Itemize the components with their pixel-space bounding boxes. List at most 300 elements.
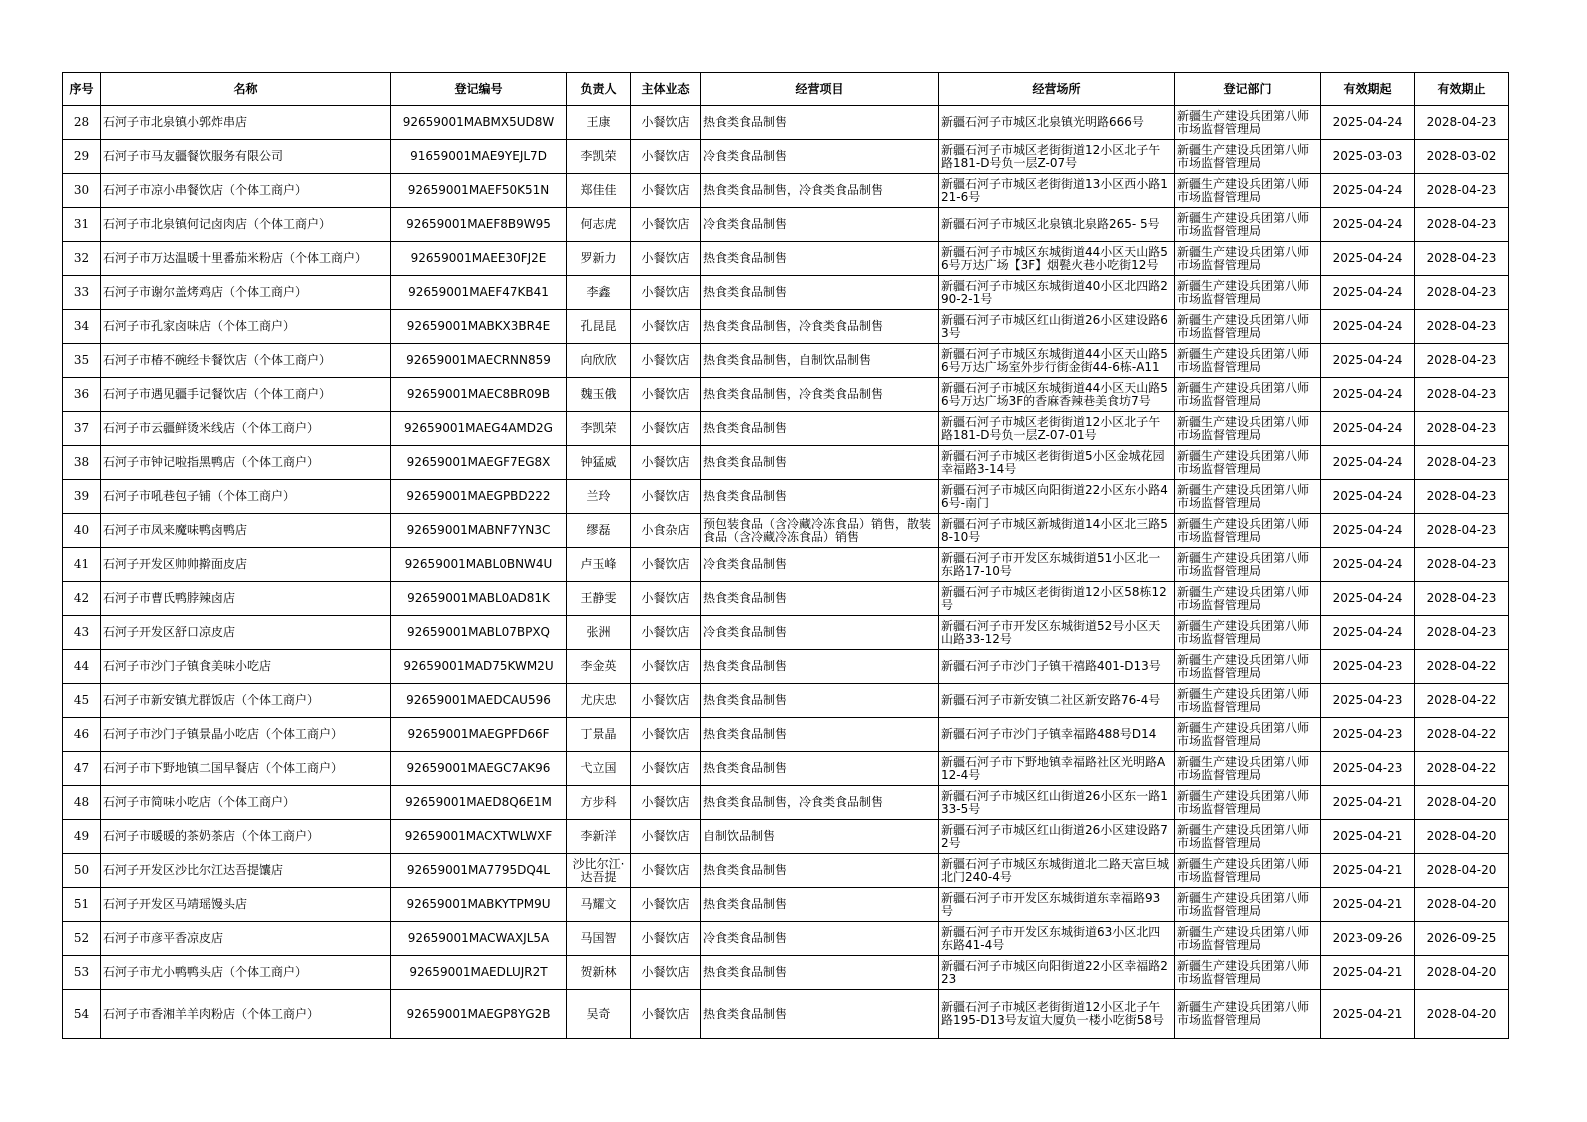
cell-type: 小餐饮店 bbox=[631, 922, 701, 956]
cell-type: 小餐饮店 bbox=[631, 820, 701, 854]
cell-name: 石河子市沙门子镇景晶小吃店（个体工商户） bbox=[101, 718, 391, 752]
cell-end: 2028-04-23 bbox=[1415, 616, 1509, 650]
cell-code: 92659001MABL0AD81K bbox=[391, 582, 567, 616]
table-row bbox=[63, 140, 1509, 174]
cell-seq: 30 bbox=[63, 174, 101, 208]
cell-type: 小餐饮店 bbox=[631, 310, 701, 344]
cell-name: 石河子市尤小鸭鸭头店（个体工商户） bbox=[101, 956, 391, 990]
cell-end: 2028-04-23 bbox=[1415, 208, 1509, 242]
table-row bbox=[63, 208, 1509, 242]
cell-end: 2028-04-23 bbox=[1415, 548, 1509, 582]
cell-start: 2025-04-23 bbox=[1321, 752, 1415, 786]
cell-person: 何志虎 bbox=[567, 208, 631, 242]
cell-name: 石河子开发区马靖瑶馒头店 bbox=[101, 888, 391, 922]
cell-place: 新疆石河子市城区向阳街道22小区幸福路223 bbox=[939, 956, 1175, 990]
cell-code: 92659001MABMX5UD8W bbox=[391, 106, 567, 140]
cell-end: 2028-04-23 bbox=[1415, 378, 1509, 412]
table-row bbox=[63, 718, 1509, 752]
cell-end: 2028-04-23 bbox=[1415, 310, 1509, 344]
cell-code: 92659001MABNF7YN3C bbox=[391, 514, 567, 548]
header-seq: 序号 bbox=[63, 73, 101, 106]
cell-start: 2025-04-24 bbox=[1321, 174, 1415, 208]
cell-code: 92659001MAEDLUJR2T bbox=[391, 956, 567, 990]
cell-item: 冷食类食品制售 bbox=[701, 616, 939, 650]
cell-code: 92659001MAEF8B9W95 bbox=[391, 208, 567, 242]
cell-start: 2025-04-21 bbox=[1321, 786, 1415, 820]
cell-item: 冷食类食品制售 bbox=[701, 140, 939, 174]
table-row bbox=[63, 990, 1509, 1039]
cell-place: 新疆石河子市城区老街街道12小区58栋12号 bbox=[939, 582, 1175, 616]
cell-name: 石河子市吼巷包子铺（个体工商户） bbox=[101, 480, 391, 514]
cell-dept: 新疆生产建设兵团第八师市场监督管理局 bbox=[1175, 786, 1321, 820]
cell-item: 热食类食品制售 bbox=[701, 718, 939, 752]
cell-type: 小餐饮店 bbox=[631, 344, 701, 378]
cell-start: 2025-04-24 bbox=[1321, 208, 1415, 242]
table-row bbox=[63, 412, 1509, 446]
cell-item: 冷食类食品制售 bbox=[701, 922, 939, 956]
cell-type: 小餐饮店 bbox=[631, 854, 701, 888]
cell-person: 王静雯 bbox=[567, 582, 631, 616]
cell-person: 弋立国 bbox=[567, 752, 631, 786]
cell-end: 2028-03-02 bbox=[1415, 140, 1509, 174]
cell-person: 方步科 bbox=[567, 786, 631, 820]
cell-end: 2028-04-23 bbox=[1415, 106, 1509, 140]
cell-person: 卢玉峰 bbox=[567, 548, 631, 582]
cell-item: 热食类食品制售 bbox=[701, 446, 939, 480]
cell-start: 2025-04-21 bbox=[1321, 820, 1415, 854]
header-row bbox=[63, 73, 1509, 106]
cell-dept: 新疆生产建设兵团第八师市场监督管理局 bbox=[1175, 922, 1321, 956]
cell-end: 2028-04-20 bbox=[1415, 854, 1509, 888]
cell-person: 李凯荣 bbox=[567, 412, 631, 446]
cell-type: 小餐饮店 bbox=[631, 752, 701, 786]
cell-dept: 新疆生产建设兵团第八师市场监督管理局 bbox=[1175, 378, 1321, 412]
cell-type: 小餐饮店 bbox=[631, 480, 701, 514]
cell-seq: 46 bbox=[63, 718, 101, 752]
cell-type: 小餐饮店 bbox=[631, 548, 701, 582]
cell-person: 钟猛威 bbox=[567, 446, 631, 480]
cell-code: 92659001MABKX3BR4E bbox=[391, 310, 567, 344]
cell-name: 石河子市彦平香凉皮店 bbox=[101, 922, 391, 956]
cell-type: 小餐饮店 bbox=[631, 378, 701, 412]
cell-place: 新疆石河子市沙门子镇干禧路401-D13号 bbox=[939, 650, 1175, 684]
cell-person: 罗新力 bbox=[567, 242, 631, 276]
cell-person: 魏玉俄 bbox=[567, 378, 631, 412]
header-person: 负责人 bbox=[567, 73, 631, 106]
cell-name: 石河子开发区舒口凉皮店 bbox=[101, 616, 391, 650]
cell-code: 92659001MAED8Q6E1M bbox=[391, 786, 567, 820]
cell-place: 新疆石河子市城区东城街道北二路天富巨城北门240-4号 bbox=[939, 854, 1175, 888]
cell-seq: 49 bbox=[63, 820, 101, 854]
cell-seq: 51 bbox=[63, 888, 101, 922]
cell-place: 新疆石河子市城区北泉镇光明路666号 bbox=[939, 106, 1175, 140]
cell-type: 小食杂店 bbox=[631, 514, 701, 548]
cell-person: 李凯荣 bbox=[567, 140, 631, 174]
cell-item: 热食类食品制售 bbox=[701, 684, 939, 718]
cell-name: 石河子市马友疆餐饮服务有限公司 bbox=[101, 140, 391, 174]
cell-end: 2028-04-23 bbox=[1415, 514, 1509, 548]
cell-dept: 新疆生产建设兵团第八师市场监督管理局 bbox=[1175, 174, 1321, 208]
cell-place: 新疆石河子市城区东城街道44小区天山路56号万达广场3F的香麻香辣巷美食坊7号 bbox=[939, 378, 1175, 412]
cell-start: 2025-04-24 bbox=[1321, 616, 1415, 650]
cell-dept: 新疆生产建设兵团第八师市场监督管理局 bbox=[1175, 140, 1321, 174]
cell-seq: 28 bbox=[63, 106, 101, 140]
cell-seq: 53 bbox=[63, 956, 101, 990]
cell-seq: 36 bbox=[63, 378, 101, 412]
cell-item: 热食类食品制售 bbox=[701, 854, 939, 888]
cell-start: 2025-04-23 bbox=[1321, 718, 1415, 752]
cell-start: 2025-04-24 bbox=[1321, 310, 1415, 344]
cell-dept: 新疆生产建设兵团第八师市场监督管理局 bbox=[1175, 684, 1321, 718]
header-place: 经营场所 bbox=[939, 73, 1175, 106]
cell-place: 新疆石河子市城区红山街道26小区建设路63号 bbox=[939, 310, 1175, 344]
cell-person: 马耀文 bbox=[567, 888, 631, 922]
cell-name: 石河子市暖暖的茶奶茶店（个体工商户） bbox=[101, 820, 391, 854]
cell-end: 2028-04-20 bbox=[1415, 786, 1509, 820]
cell-dept: 新疆生产建设兵团第八师市场监督管理局 bbox=[1175, 582, 1321, 616]
cell-end: 2028-04-23 bbox=[1415, 174, 1509, 208]
cell-place: 新疆石河子市城区东城街道44小区天山路56号万达广场【3F】烟甏火巷小吃街12号 bbox=[939, 242, 1175, 276]
cell-name: 石河子市凤来魔味鸭卤鸭店 bbox=[101, 514, 391, 548]
cell-dept: 新疆生产建设兵团第八师市场监督管理局 bbox=[1175, 480, 1321, 514]
cell-type: 小餐饮店 bbox=[631, 106, 701, 140]
cell-type: 小餐饮店 bbox=[631, 174, 701, 208]
cell-name: 石河子开发区帅帅擀面皮店 bbox=[101, 548, 391, 582]
registration-table bbox=[62, 72, 1509, 1039]
cell-start: 2025-03-03 bbox=[1321, 140, 1415, 174]
cell-dept: 新疆生产建设兵团第八师市场监督管理局 bbox=[1175, 888, 1321, 922]
cell-end: 2028-04-22 bbox=[1415, 718, 1509, 752]
cell-dept: 新疆生产建设兵团第八师市场监督管理局 bbox=[1175, 514, 1321, 548]
cell-start: 2025-04-24 bbox=[1321, 344, 1415, 378]
cell-end: 2028-04-20 bbox=[1415, 820, 1509, 854]
cell-person: 丁景晶 bbox=[567, 718, 631, 752]
cell-person: 吴奇 bbox=[567, 990, 631, 1039]
cell-seq: 34 bbox=[63, 310, 101, 344]
cell-person: 兰玲 bbox=[567, 480, 631, 514]
cell-name: 石河子市北泉镇何记卤肉店（个体工商户） bbox=[101, 208, 391, 242]
header-item: 经营项目 bbox=[701, 73, 939, 106]
cell-place: 新疆石河子市开发区东城街道63小区北四东路41-4号 bbox=[939, 922, 1175, 956]
table-row bbox=[63, 582, 1509, 616]
cell-item: 热食类食品制售 bbox=[701, 276, 939, 310]
cell-seq: 47 bbox=[63, 752, 101, 786]
cell-name: 石河子市简味小吃店（个体工商户） bbox=[101, 786, 391, 820]
cell-seq: 42 bbox=[63, 582, 101, 616]
cell-item: 热食类食品制售 bbox=[701, 242, 939, 276]
cell-dept: 新疆生产建设兵团第八师市场监督管理局 bbox=[1175, 820, 1321, 854]
cell-item: 热食类食品制售，冷食类食品制售 bbox=[701, 310, 939, 344]
cell-place: 新疆石河子市城区东城街道44小区天山路56号万达广场室外步行街金街44-6栋-A11 bbox=[939, 344, 1175, 378]
cell-start: 2025-04-24 bbox=[1321, 378, 1415, 412]
cell-code: 92659001MABL0BNW4U bbox=[391, 548, 567, 582]
cell-seq: 35 bbox=[63, 344, 101, 378]
cell-code: 92659001MAEC8BR09B bbox=[391, 378, 567, 412]
cell-name: 石河子市凉小串餐饮店（个体工商户） bbox=[101, 174, 391, 208]
cell-start: 2025-04-24 bbox=[1321, 276, 1415, 310]
cell-item: 热食类食品制售 bbox=[701, 752, 939, 786]
cell-item: 热食类食品制售，自制饮品制售 bbox=[701, 344, 939, 378]
cell-end: 2028-04-23 bbox=[1415, 446, 1509, 480]
cell-code: 92659001MAEGPFD66F bbox=[391, 718, 567, 752]
cell-item: 热食类食品制售 bbox=[701, 480, 939, 514]
cell-start: 2023-09-26 bbox=[1321, 922, 1415, 956]
cell-dept: 新疆生产建设兵团第八师市场监督管理局 bbox=[1175, 990, 1321, 1039]
cell-start: 2025-04-23 bbox=[1321, 650, 1415, 684]
cell-dept: 新疆生产建设兵团第八师市场监督管理局 bbox=[1175, 344, 1321, 378]
table-row bbox=[63, 888, 1509, 922]
cell-place: 新疆石河子市沙门子镇幸福路488号D14 bbox=[939, 718, 1175, 752]
cell-name: 石河子市钟记啦指黑鸭店（个体工商户） bbox=[101, 446, 391, 480]
cell-item: 热食类食品制售 bbox=[701, 650, 939, 684]
table-row bbox=[63, 752, 1509, 786]
cell-end: 2028-04-20 bbox=[1415, 990, 1509, 1039]
cell-end: 2028-04-23 bbox=[1415, 412, 1509, 446]
cell-person: 沙比尔江·达吾提 bbox=[567, 854, 631, 888]
cell-dept: 新疆生产建设兵团第八师市场监督管理局 bbox=[1175, 956, 1321, 990]
cell-start: 2025-04-24 bbox=[1321, 548, 1415, 582]
cell-name: 石河子市云疆鲜烫米线店（个体工商户） bbox=[101, 412, 391, 446]
cell-code: 91659001MAE9YEJL7D bbox=[391, 140, 567, 174]
cell-seq: 39 bbox=[63, 480, 101, 514]
cell-dept: 新疆生产建设兵团第八师市场监督管理局 bbox=[1175, 310, 1321, 344]
cell-item: 热食类食品制售 bbox=[701, 956, 939, 990]
cell-code: 92659001MAEF47KB41 bbox=[391, 276, 567, 310]
cell-seq: 48 bbox=[63, 786, 101, 820]
cell-end: 2028-04-22 bbox=[1415, 650, 1509, 684]
cell-person: 马国智 bbox=[567, 922, 631, 956]
cell-type: 小餐饮店 bbox=[631, 582, 701, 616]
cell-item: 冷食类食品制售 bbox=[701, 208, 939, 242]
cell-type: 小餐饮店 bbox=[631, 684, 701, 718]
cell-start: 2025-04-24 bbox=[1321, 106, 1415, 140]
cell-place: 新疆石河子市城区北泉镇北泉路265- 5号 bbox=[939, 208, 1175, 242]
table-row bbox=[63, 514, 1509, 548]
cell-name: 石河子市香湘羊羊肉粉店（个体工商户） bbox=[101, 990, 391, 1039]
cell-seq: 37 bbox=[63, 412, 101, 446]
cell-person: 尤庆忠 bbox=[567, 684, 631, 718]
header-start: 有效期起 bbox=[1321, 73, 1415, 106]
cell-end: 2028-04-20 bbox=[1415, 956, 1509, 990]
header-type: 主体业态 bbox=[631, 73, 701, 106]
table-row bbox=[63, 106, 1509, 140]
cell-seq: 52 bbox=[63, 922, 101, 956]
cell-item: 热食类食品制售 bbox=[701, 106, 939, 140]
cell-code: 92659001MAEGF7EG8X bbox=[391, 446, 567, 480]
cell-seq: 44 bbox=[63, 650, 101, 684]
table-row bbox=[63, 854, 1509, 888]
cell-end: 2028-04-23 bbox=[1415, 344, 1509, 378]
table-row bbox=[63, 786, 1509, 820]
cell-person: 王康 bbox=[567, 106, 631, 140]
cell-code: 92659001MAD75KWM2U bbox=[391, 650, 567, 684]
table-row bbox=[63, 276, 1509, 310]
table-row bbox=[63, 820, 1509, 854]
cell-seq: 45 bbox=[63, 684, 101, 718]
cell-person: 郑佳佳 bbox=[567, 174, 631, 208]
cell-code: 92659001MAECRNN859 bbox=[391, 344, 567, 378]
cell-code: 92659001MAEGPBD222 bbox=[391, 480, 567, 514]
table-body bbox=[63, 106, 1509, 1039]
cell-name: 石河子开发区沙比尔江达吾提馕店 bbox=[101, 854, 391, 888]
cell-type: 小餐饮店 bbox=[631, 718, 701, 752]
cell-code: 92659001MAEGC7AK96 bbox=[391, 752, 567, 786]
cell-type: 小餐饮店 bbox=[631, 412, 701, 446]
cell-code: 92659001MAEG4AMD2G bbox=[391, 412, 567, 446]
cell-end: 2028-04-23 bbox=[1415, 276, 1509, 310]
cell-type: 小餐饮店 bbox=[631, 888, 701, 922]
cell-name: 石河子市沙门子镇食美味小吃店 bbox=[101, 650, 391, 684]
cell-dept: 新疆生产建设兵团第八师市场监督管理局 bbox=[1175, 106, 1321, 140]
cell-item: 热食类食品制售，冷食类食品制售 bbox=[701, 378, 939, 412]
cell-place: 新疆石河子市城区红山街道26小区建设路72号 bbox=[939, 820, 1175, 854]
cell-code: 92659001MACXTWLWXF bbox=[391, 820, 567, 854]
cell-person: 贺新林 bbox=[567, 956, 631, 990]
cell-person: 李鑫 bbox=[567, 276, 631, 310]
cell-item: 自制饮品制售 bbox=[701, 820, 939, 854]
cell-code: 92659001MAEF50K51N bbox=[391, 174, 567, 208]
cell-code: 92659001MAEGP8YG2B bbox=[391, 990, 567, 1039]
cell-end: 2026-09-25 bbox=[1415, 922, 1509, 956]
cell-dept: 新疆生产建设兵团第八师市场监督管理局 bbox=[1175, 718, 1321, 752]
cell-seq: 38 bbox=[63, 446, 101, 480]
cell-end: 2028-04-23 bbox=[1415, 582, 1509, 616]
cell-type: 小餐饮店 bbox=[631, 990, 701, 1039]
cell-type: 小餐饮店 bbox=[631, 786, 701, 820]
cell-item: 热食类食品制售，冷食类食品制售 bbox=[701, 174, 939, 208]
cell-item: 热食类食品制售 bbox=[701, 412, 939, 446]
cell-dept: 新疆生产建设兵团第八师市场监督管理局 bbox=[1175, 412, 1321, 446]
cell-dept: 新疆生产建设兵团第八师市场监督管理局 bbox=[1175, 548, 1321, 582]
cell-place: 新疆石河子市下野地镇幸福路社区光明路A12-4号 bbox=[939, 752, 1175, 786]
cell-item: 热食类食品制售，冷食类食品制售 bbox=[701, 786, 939, 820]
cell-place: 新疆石河子市城区老街街道12小区北子午路195-D13号友谊大厦负一楼小吃街58号 bbox=[939, 990, 1175, 1039]
cell-seq: 54 bbox=[63, 990, 101, 1039]
cell-type: 小餐饮店 bbox=[631, 242, 701, 276]
table-row bbox=[63, 650, 1509, 684]
cell-code: 92659001MA7795DQ4L bbox=[391, 854, 567, 888]
cell-item: 热食类食品制售 bbox=[701, 888, 939, 922]
cell-type: 小餐饮店 bbox=[631, 616, 701, 650]
cell-start: 2025-04-24 bbox=[1321, 446, 1415, 480]
cell-seq: 50 bbox=[63, 854, 101, 888]
cell-place: 新疆石河子市城区新城街道14小区北三路58-10号 bbox=[939, 514, 1175, 548]
cell-name: 石河子市万达温暖十里番茄米粉店（个体工商户） bbox=[101, 242, 391, 276]
cell-person: 张洲 bbox=[567, 616, 631, 650]
header-name: 名称 bbox=[101, 73, 391, 106]
table-row bbox=[63, 684, 1509, 718]
header-dept: 登记部门 bbox=[1175, 73, 1321, 106]
cell-name: 石河子市下野地镇二国早餐店（个体工商户） bbox=[101, 752, 391, 786]
cell-dept: 新疆生产建设兵团第八师市场监督管理局 bbox=[1175, 446, 1321, 480]
header-code: 登记编号 bbox=[391, 73, 567, 106]
cell-seq: 31 bbox=[63, 208, 101, 242]
cell-start: 2025-04-21 bbox=[1321, 990, 1415, 1039]
cell-name: 石河子市新安镇尤群饭店（个体工商户） bbox=[101, 684, 391, 718]
cell-type: 小餐饮店 bbox=[631, 208, 701, 242]
table-row bbox=[63, 616, 1509, 650]
table-row bbox=[63, 378, 1509, 412]
cell-code: 92659001MACWAXJL5A bbox=[391, 922, 567, 956]
cell-start: 2025-04-23 bbox=[1321, 684, 1415, 718]
cell-person: 李金英 bbox=[567, 650, 631, 684]
table-row bbox=[63, 310, 1509, 344]
cell-person: 缪磊 bbox=[567, 514, 631, 548]
cell-start: 2025-04-21 bbox=[1321, 956, 1415, 990]
cell-type: 小餐饮店 bbox=[631, 140, 701, 174]
cell-start: 2025-04-24 bbox=[1321, 412, 1415, 446]
cell-place: 新疆石河子市城区老街街道12小区北子午路181-D号负一层Z-07-01号 bbox=[939, 412, 1175, 446]
cell-name: 石河子市遇见疆手记餐饮店（个体工商户） bbox=[101, 378, 391, 412]
cell-item: 热食类食品制售 bbox=[701, 582, 939, 616]
cell-place: 新疆石河子市城区老街街道12小区北子午路181-D号负一层Z-07号 bbox=[939, 140, 1175, 174]
cell-place: 新疆石河子市开发区东城街道51小区北一东路17-10号 bbox=[939, 548, 1175, 582]
cell-place: 新疆石河子市城区向阳街道22小区东小路46号-南门 bbox=[939, 480, 1175, 514]
cell-end: 2028-04-20 bbox=[1415, 888, 1509, 922]
cell-item: 冷食类食品制售 bbox=[701, 548, 939, 582]
cell-place: 新疆石河子市城区东城街道40小区北四路290-2-1号 bbox=[939, 276, 1175, 310]
cell-start: 2025-04-21 bbox=[1321, 854, 1415, 888]
cell-person: 向欣欣 bbox=[567, 344, 631, 378]
table-row bbox=[63, 446, 1509, 480]
cell-place: 新疆石河子市城区老街街道5小区金城花园幸福路3-14号 bbox=[939, 446, 1175, 480]
cell-type: 小餐饮店 bbox=[631, 446, 701, 480]
cell-place: 新疆石河子市城区老街街道13小区西小路121-6号 bbox=[939, 174, 1175, 208]
table-row bbox=[63, 242, 1509, 276]
table-row bbox=[63, 480, 1509, 514]
table-row bbox=[63, 174, 1509, 208]
cell-name: 石河子市北泉镇小郭炸串店 bbox=[101, 106, 391, 140]
cell-code: 92659001MABL07BPXQ bbox=[391, 616, 567, 650]
cell-seq: 43 bbox=[63, 616, 101, 650]
cell-start: 2025-04-21 bbox=[1321, 888, 1415, 922]
cell-type: 小餐饮店 bbox=[631, 650, 701, 684]
cell-seq: 29 bbox=[63, 140, 101, 174]
table-row bbox=[63, 956, 1509, 990]
cell-start: 2025-04-24 bbox=[1321, 514, 1415, 548]
cell-type: 小餐饮店 bbox=[631, 956, 701, 990]
cell-dept: 新疆生产建设兵团第八师市场监督管理局 bbox=[1175, 276, 1321, 310]
cell-place: 新疆石河子市开发区东城街道东幸福路93号 bbox=[939, 888, 1175, 922]
cell-name: 石河子市椿不碗经卡餐饮店（个体工商户） bbox=[101, 344, 391, 378]
table-row bbox=[63, 548, 1509, 582]
cell-name: 石河子市曹氏鸭脖辣卤店 bbox=[101, 582, 391, 616]
cell-person: 李新洋 bbox=[567, 820, 631, 854]
cell-start: 2025-04-24 bbox=[1321, 582, 1415, 616]
header-end: 有效期止 bbox=[1415, 73, 1509, 106]
cell-code: 92659001MABKYTPM9U bbox=[391, 888, 567, 922]
cell-seq: 41 bbox=[63, 548, 101, 582]
cell-start: 2025-04-24 bbox=[1321, 242, 1415, 276]
table-row bbox=[63, 344, 1509, 378]
cell-seq: 33 bbox=[63, 276, 101, 310]
cell-end: 2028-04-23 bbox=[1415, 480, 1509, 514]
cell-place: 新疆石河子市新安镇二社区新安路76-4号 bbox=[939, 684, 1175, 718]
cell-dept: 新疆生产建设兵团第八师市场监督管理局 bbox=[1175, 208, 1321, 242]
cell-dept: 新疆生产建设兵团第八师市场监督管理局 bbox=[1175, 242, 1321, 276]
cell-code: 92659001MAEDCAU596 bbox=[391, 684, 567, 718]
cell-item: 热食类食品制售 bbox=[701, 990, 939, 1039]
cell-type: 小餐饮店 bbox=[631, 276, 701, 310]
cell-start: 2025-04-24 bbox=[1321, 480, 1415, 514]
cell-name: 石河子市谢尔盖烤鸡店（个体工商户） bbox=[101, 276, 391, 310]
cell-dept: 新疆生产建设兵团第八师市场监督管理局 bbox=[1175, 616, 1321, 650]
cell-dept: 新疆生产建设兵团第八师市场监督管理局 bbox=[1175, 650, 1321, 684]
cell-dept: 新疆生产建设兵团第八师市场监督管理局 bbox=[1175, 854, 1321, 888]
cell-end: 2028-04-23 bbox=[1415, 242, 1509, 276]
cell-code: 92659001MAEE30FJ2E bbox=[391, 242, 567, 276]
cell-place: 新疆石河子市城区红山街道26小区东一路133-5号 bbox=[939, 786, 1175, 820]
